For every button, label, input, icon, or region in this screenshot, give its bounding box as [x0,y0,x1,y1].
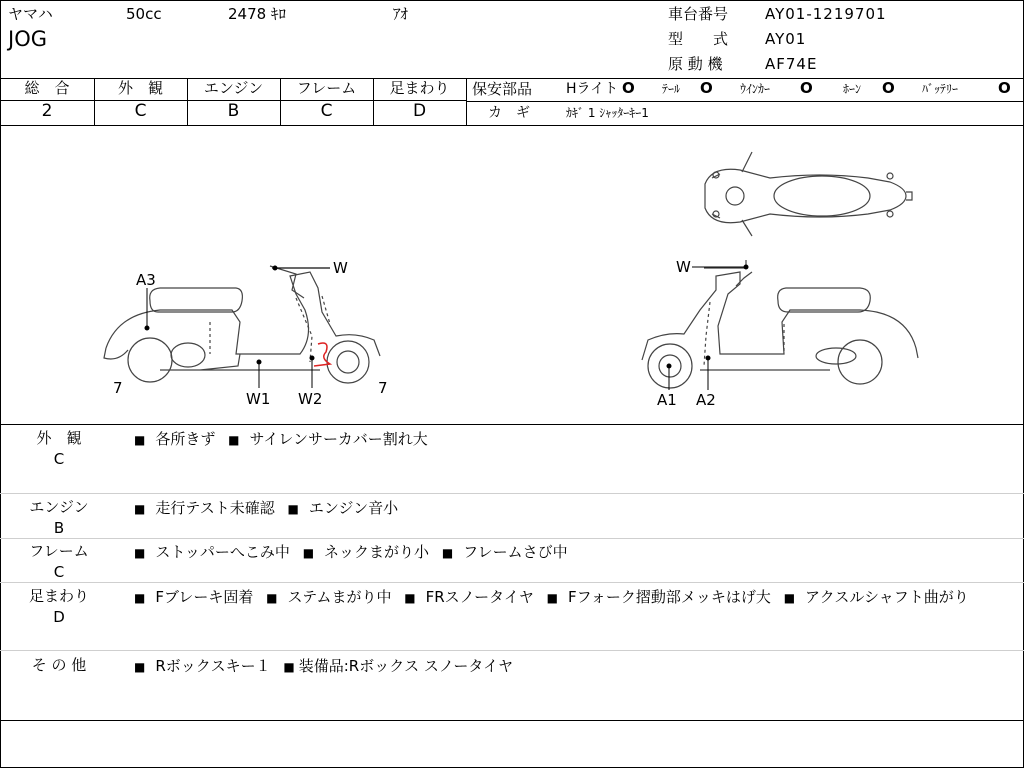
note-items [134,541,1004,564]
label-w-left: W [333,259,348,277]
safety-item-label: Hライト [566,81,619,97]
note-item: ステムまがり中 [287,588,392,606]
note-item: ストッパーへこみ中 [155,543,290,561]
bullet: ■ [302,546,315,560]
note-category-label: フレーム [29,542,89,560]
label-w1: W1 [246,390,271,408]
label-a1: A1 [657,391,677,409]
note-item: エンジン音小 [308,499,399,517]
label-a2: A2 [696,391,716,409]
bullet: ■ [134,660,146,674]
grade-label: 外 観 [117,79,163,97]
grade-value: 2 [41,101,53,121]
label-w-right: W [676,258,691,276]
bullet: ■ [287,502,299,516]
note-items [134,497,1004,520]
note-items [134,586,1004,609]
bullet: ■ [404,591,416,605]
type-label: 型 式 [668,30,729,48]
grade-label: エンジン [203,79,264,97]
frame-number-label: 車台番号 [668,5,729,23]
note-category [0,497,118,539]
row-separator [0,538,1024,539]
safety-label: 保安部品 [472,80,533,98]
safety-item-mark: O [622,79,635,97]
notes-bottom-line [0,720,1024,721]
maker: ヤマハ [8,5,53,23]
note-category [0,541,118,583]
note-items [134,655,1004,678]
note-category-label: エンジン [29,498,89,516]
note-item: ネックまがり小 [324,543,430,561]
note-items [134,428,1004,451]
engine-label: 原 動 機 [668,55,723,73]
grade-label: 足まわり [389,79,450,97]
scooter-diagram [0,126,1024,424]
key-value: ｶｷﾞ 1 ｼｬｯﾀｰｷｰ1 [566,106,649,120]
grade-value: D [412,101,427,121]
grade-value: C [320,101,333,121]
note-item: 各所きず [155,430,216,448]
displacement: 50cc [126,5,162,23]
row-separator [0,582,1024,583]
note-category-grade: D [53,608,65,626]
note-category-grade: B [53,519,65,537]
bullet: ■ [266,591,278,605]
key-label: カ ギ [488,105,530,121]
grade-label: フレーム [296,79,357,97]
mileage: 2478 ｷﾛ [228,5,286,23]
note-item: 走行テスト未確認 [155,499,275,517]
safety-item-label: ﾊﾞｯﾃﾘｰ [922,82,959,96]
note-category-grade: C [53,450,65,468]
safety-item-label: ｳｲﾝｶｰ [740,82,771,96]
note-category-grade: C [53,563,65,581]
note-item: Fブレーキ固着 [155,588,254,606]
note-item: Rボックスキー１ [155,657,271,675]
safety-item-mark: O [800,79,813,97]
type-value: AY01 [765,30,807,48]
note-category [0,655,118,676]
bullet: ■ [134,433,146,447]
row-separator [0,650,1024,651]
note-item: FRスノータイヤ [425,588,534,606]
frame-number: AY01-1219701 [765,5,887,23]
safety-mid-line [466,101,1024,102]
label-a3: A3 [136,271,156,289]
damage-mark [314,343,330,366]
safety-item-label: ﾃｰﾙ [662,82,681,96]
note-item: フレームさび中 [463,543,568,561]
note-item: 装備品:Rボックス スノータイヤ [298,657,514,675]
right-side-view-scooter [642,260,918,388]
note-category-label: 外 観 [36,429,82,447]
bullet: ■ [134,502,146,516]
bullet: ■ [134,591,146,605]
bullet: ■ [783,591,796,605]
grade-label: 総 合 [24,79,70,97]
note-category [0,428,118,470]
safety-item-label: ﾎｰﾝ [843,82,862,96]
note-item: アクスルシャフト曲がり [805,588,969,606]
model-name: JOG [8,27,47,51]
bullet: ■ [546,591,559,605]
note-category-label: そ の 他 [31,656,87,674]
safety-item-mark: O [998,79,1011,97]
grade-value: C [134,101,147,121]
bullet: ■ [134,546,146,560]
color: ｱｵ [393,5,409,23]
bullet: ■ [283,660,295,674]
note-category [0,586,118,628]
safety-item-mark: O [882,79,895,97]
bullet: ■ [441,546,454,560]
note-category-label: 足まわり [28,587,89,605]
grade-divider [466,78,467,125]
engine-value: AF74E [765,55,818,73]
label-w2: W2 [298,390,323,408]
top-view-scooter [705,152,912,236]
notes-top-line [0,424,1024,425]
label-7-right: 7 [378,379,388,397]
grade-value: B [227,101,240,121]
note-item: Fフォーク摺動部メッキはげ大 [568,588,771,606]
bullet: ■ [228,433,240,447]
label-7-left: 7 [113,379,123,397]
safety-item-mark: O [700,79,713,97]
row-separator [0,493,1024,494]
note-item: サイレンサーカバー割れ大 [249,430,428,448]
